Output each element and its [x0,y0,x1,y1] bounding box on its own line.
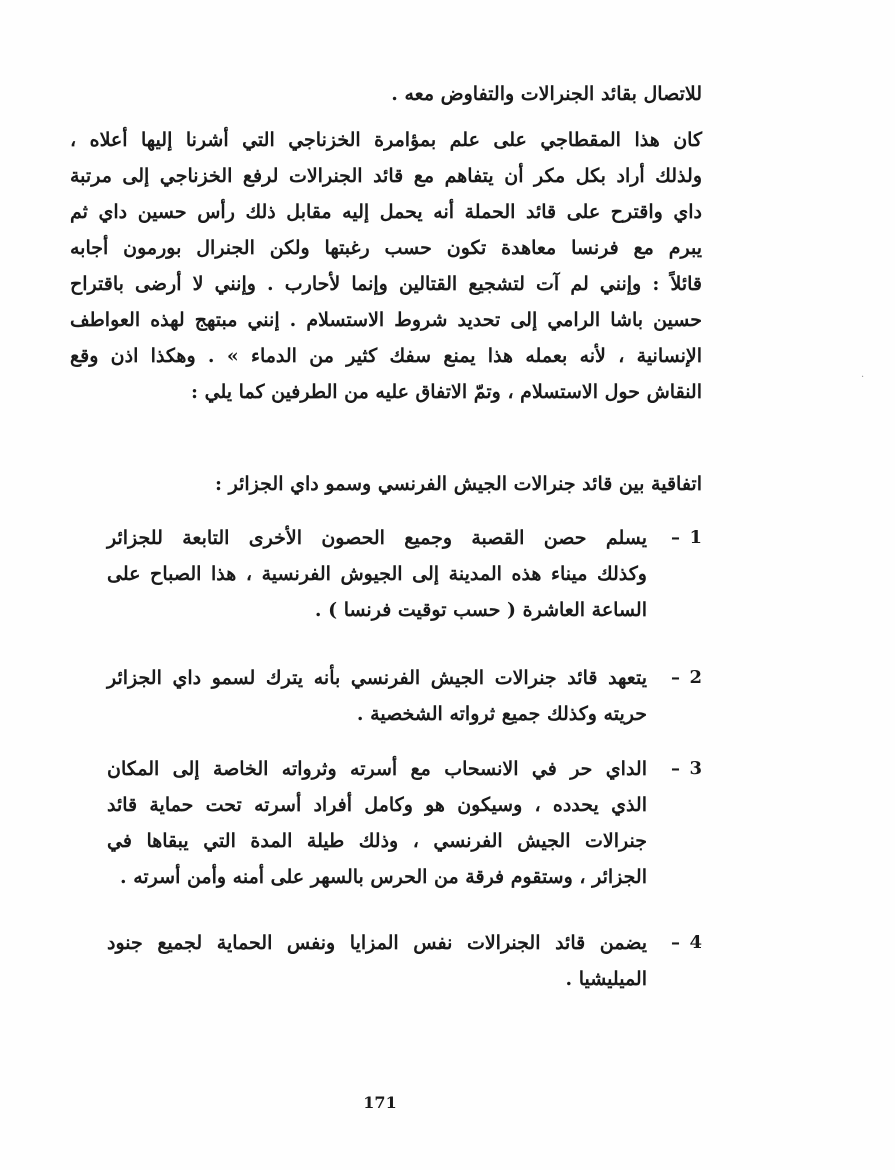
text-line: وكذلك ميناء هذه المدينة إلى الجيوش الفرنسية ، هذا الصباح على [107,563,647,585]
text-line: للاتصال بقائد الجنرالات والتفاوض معه . [391,83,702,105]
text-line: ولذلك أراد بكل مكر أن يتفاهم مع قائد الجنرالات لرفع الخزناجي إلى مرتبة [70,165,702,187]
item-number: 3 [689,758,702,779]
text-line: الذي يحدده ، وسيكون هو وكامل أفراد أسرته تحت حماية قائد [107,794,647,816]
agreement-heading: اتفاقية بين قائد جنرالات الجيش الفرنسي وسمو داي الجزائر : [215,473,702,495]
intro-line [70,76,702,112]
item-dash: – [671,758,680,779]
item-dash: – [671,667,680,688]
main-paragraph [70,122,702,410]
page-number: 171 [363,1093,397,1112]
text-line: قائلاً : وإنني لم آت لتشجيع القتالين وإنما لأحارب . وإنني لا أرضى باقتراح [70,273,702,295]
text-line: كان هذا المقطاجي على علم بمؤامرة الخزناجي التي أشرنا إليها أعلاه ، [70,129,702,151]
item-text [107,925,647,997]
item-number: 2 [689,667,702,688]
text-line: النقاش حول الاستسلام ، وتمّ الاتفاق عليه من الطرفين كما يلي : [191,381,702,403]
scan-speck-icon: · [861,372,865,383]
text-line: الميليشيا . [565,968,647,990]
text-line: حسين باشا الرامي إلى تحديد شروط الاستسلام . إنني مبتهج لهذه العواطف [70,309,702,331]
text-line: حريته وكذلك جميع ثرواته الشخصية . [356,703,647,725]
text-line: يضمن قائد الجنرالات نفس المزايا ونفس الحماية لجميع جنود [107,932,647,954]
item-dash: – [671,932,680,953]
item-number: 1 [689,527,702,548]
text-line: داي واقترح على قائد الحملة أنه يحمل إليه مقابل ذلك رأس حسين داي ثم [70,201,702,223]
item-text [107,751,647,895]
item-text [107,520,647,628]
text-line: الجزائر ، وستقوم فرقة من الحرس بالسهر على أمنه وأمن أسرته . [119,866,647,888]
text-line: الساعة العاشرة ( حسب توقيت فرنسا ) . [314,599,647,621]
text-line: يتعهد قائد جنرالات الجيش الفرنسي بأنه يترك لسمو داي الجزائر [107,667,647,689]
text-line: جنرالات الجيش الفرنسي ، وذلك طيلة المدة التي يبقاها في [107,830,647,852]
item-text [107,660,647,732]
item-dash: – [671,527,680,548]
item-number: 4 [689,932,702,953]
text-line: يبرم مع فرنسا معاهدة تكون حسب رغبتها ولكن الجنرال بورمون أجابه [70,237,702,259]
text-line: الداي حر في الانسحاب مع أسرته وثرواته الخاصة إلى المكان [107,758,647,780]
text-line: يسلم حصن القصبة وجميع الحصون الأخرى التابعة للجزائر [107,527,647,549]
text-line: الإنسانية ، لأنه بعمله هذا يمنع سفك كثير من الدماء » . وهكذا اذن وقع [70,345,702,367]
